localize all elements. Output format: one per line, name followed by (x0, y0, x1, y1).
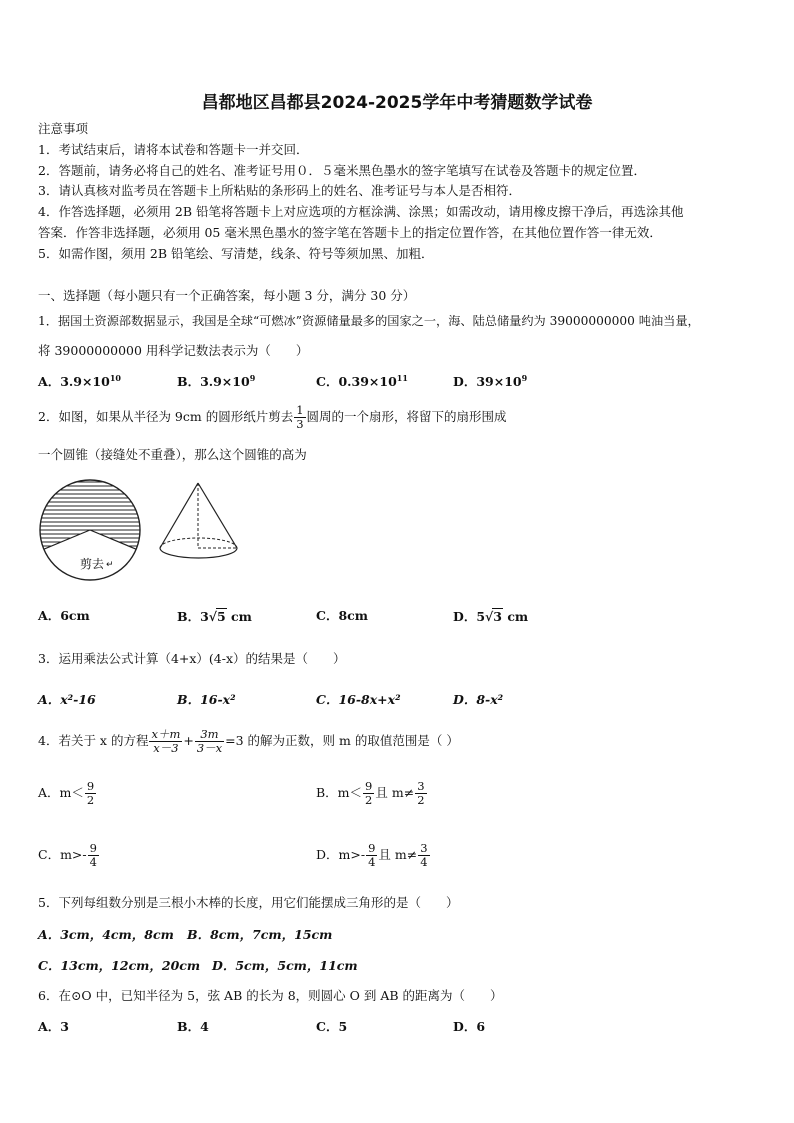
option-c-text: C．m>- (38, 847, 87, 862)
fraction (418, 842, 429, 869)
question-1-line-1: 1．据国土资源部数据显示，我国是全球“可燃冰”资源储量最多的国家之一，海、陆总储量约为 39000000000 吨油当量， (38, 314, 700, 328)
fraction-denominator: 4 (89, 855, 97, 869)
option-b: B．3√5 cm (177, 609, 252, 624)
option-d-text: D．m>- (316, 847, 366, 862)
radicand: 3 (493, 609, 502, 624)
question-2-text: 圆周的一个扇形，将留下的扇形围成 (306, 409, 507, 424)
option-d-text: 且 m≠ (378, 847, 418, 862)
notice-heading: 注意事项 (38, 121, 89, 136)
question-6-stem: 6．在⊙O 中，已知半径为 5，弦 AB 的长为 8，则圆心 O 到 AB 的距离为（ ） (38, 988, 503, 1003)
plus-sign: + (183, 733, 194, 748)
option-d: D．5√3 cm (453, 609, 529, 624)
option-c (38, 838, 100, 872)
question-4-text: 4．若关于 x 的方程 (38, 733, 149, 748)
fraction-numerator: 9 (365, 779, 373, 793)
fraction-numerator: 9 (368, 841, 376, 855)
option-c (316, 374, 408, 390)
fraction (195, 728, 224, 755)
fraction-numerator: 3 (417, 779, 425, 793)
figure-label: 剪去 (80, 557, 105, 571)
notice-item: 答案．作答非选择题，必须用 05 毫米黑色墨水的签字笔在答题卡上的指定位置作答，在其他位置作答一律无效． (38, 225, 662, 240)
option-a-text: A．m＜ (38, 785, 84, 800)
fraction-numerator: 3m (195, 728, 224, 742)
fraction-numerator: 9 (86, 779, 95, 793)
section-heading: 一、选择题（每小题只有一个正确答案，每小题 3 分，满分 30 分） (38, 288, 416, 303)
question-2-line-1 (38, 402, 507, 432)
fraction (85, 780, 96, 807)
option-b (316, 776, 428, 810)
option-a (38, 776, 97, 810)
fraction (415, 780, 426, 807)
option-c-exponent: 11 (396, 372, 408, 383)
question-2-text: 2．如图，如果从半径为 9cm 的圆形纸片剪去 (38, 409, 294, 424)
fraction-denominator: 2 (417, 793, 425, 807)
option-d (453, 374, 527, 390)
radicand: 5 (216, 609, 226, 624)
fraction-denominator: 3 (296, 417, 304, 431)
notice-item: 2．答题前，请务必将自己的姓名、准考证号用０．５毫米黑色墨水的签字笔填写在试卷及答题卡的规定位置． (38, 163, 646, 178)
notice-item: 1．考试结束后，请将本试卷和答题卡一并交回． (38, 142, 309, 157)
notice-item: 4．作答选择题，必须用 2B 铅笔将答题卡上对应选项的方框涂满、涂黑；如需改动，请用橡皮擦干净后，再选涂其他 (38, 204, 684, 219)
fraction (294, 404, 305, 431)
option-d-unit: cm (502, 609, 529, 624)
option-d: D．6 (453, 1019, 486, 1034)
option-a-text: A．3.9×10 (38, 374, 110, 389)
option-b-text: B．m＜ (316, 785, 363, 800)
option-b-unit: cm (226, 609, 252, 624)
option-b-exponent: 9 (249, 372, 256, 383)
option-a: A．x²-16 (38, 692, 96, 707)
option-a (38, 374, 121, 390)
fraction-numerator: 9 (89, 841, 97, 855)
option-d-text: D．39×10 (453, 374, 522, 389)
fraction (149, 728, 182, 755)
fraction-numerator: x＋m (151, 727, 181, 741)
fraction (88, 842, 99, 869)
option-a: A．6cm (38, 608, 90, 623)
option-b: B．16-x² (177, 692, 236, 707)
question-2-line-2: 一个圆锥（接缝处不重叠），那么这个圆锥的高为 (38, 447, 307, 462)
option-a: A．3cm，4cm，8cm (38, 927, 174, 942)
option-c: C．16-8x+x² (316, 692, 401, 707)
option-d: D．8-x² (453, 692, 504, 707)
circle-cone-figure (38, 478, 268, 588)
fraction-denominator: 2 (86, 793, 95, 807)
option-b: B．4 (177, 1019, 209, 1034)
fraction (363, 780, 374, 807)
fraction-denominator: 4 (368, 855, 376, 869)
option-b-text: 且 m≠ (375, 785, 415, 800)
page-title: 昌都地区昌都县2024-2025学年中考猜题数学试卷 (201, 93, 593, 113)
fraction (366, 842, 377, 869)
question-1-line-2: 将 39000000000 用科学记数法表示为（ ） (38, 343, 309, 358)
option-d: D．5cm，5cm，11cm (212, 958, 358, 973)
option-a-exponent: 10 (109, 372, 121, 383)
option-c: C．5 (316, 1019, 348, 1034)
return-mark-icon: ↵ (106, 560, 114, 570)
option-b-text: B．3.9×10 (177, 374, 250, 389)
question-4-stem (38, 724, 459, 758)
option-c: C．13cm，12cm，20cm (38, 958, 201, 973)
option-a: A．3 (38, 1019, 69, 1034)
fraction-denominator: x－3 (153, 741, 179, 755)
question-5-stem: 5．下列每组数分别是三根小木棒的长度，用它们能摆成三角形的是（ ） (38, 895, 459, 910)
fraction-numerator: 3 (420, 841, 428, 855)
option-d-exponent: 9 (521, 372, 528, 383)
question-3-stem: 3．运用乘法公式计算（4+x）(4-x）的结果是（ ） (38, 651, 346, 666)
notice-item: 5．如需作图，须用 2B 铅笔绘、写清楚，线条、符号等须加黑、加粗． (38, 246, 434, 261)
option-b-text: B．3 (177, 609, 209, 624)
notice-item: 3．请认真核对监考员在答题卡上所粘贴的条形码上的姓名、准考证号与本人是否相符． (38, 183, 521, 198)
fraction-denominator: 2 (365, 793, 373, 807)
fraction-numerator: 1 (296, 403, 304, 417)
option-d-text: D．5 (453, 609, 486, 624)
option-b (177, 374, 255, 390)
option-c: C．8cm (316, 608, 368, 623)
option-c-text: C．0.39×10 (316, 374, 397, 389)
option-b: B．8cm，7cm，15cm (187, 927, 333, 942)
question-4-text: =3 的解为正数，则 m 的取值范围是（ ） (225, 733, 459, 748)
option-d (316, 838, 431, 872)
fraction-denominator: 4 (420, 855, 428, 869)
fraction-denominator: 3－x (196, 741, 223, 755)
